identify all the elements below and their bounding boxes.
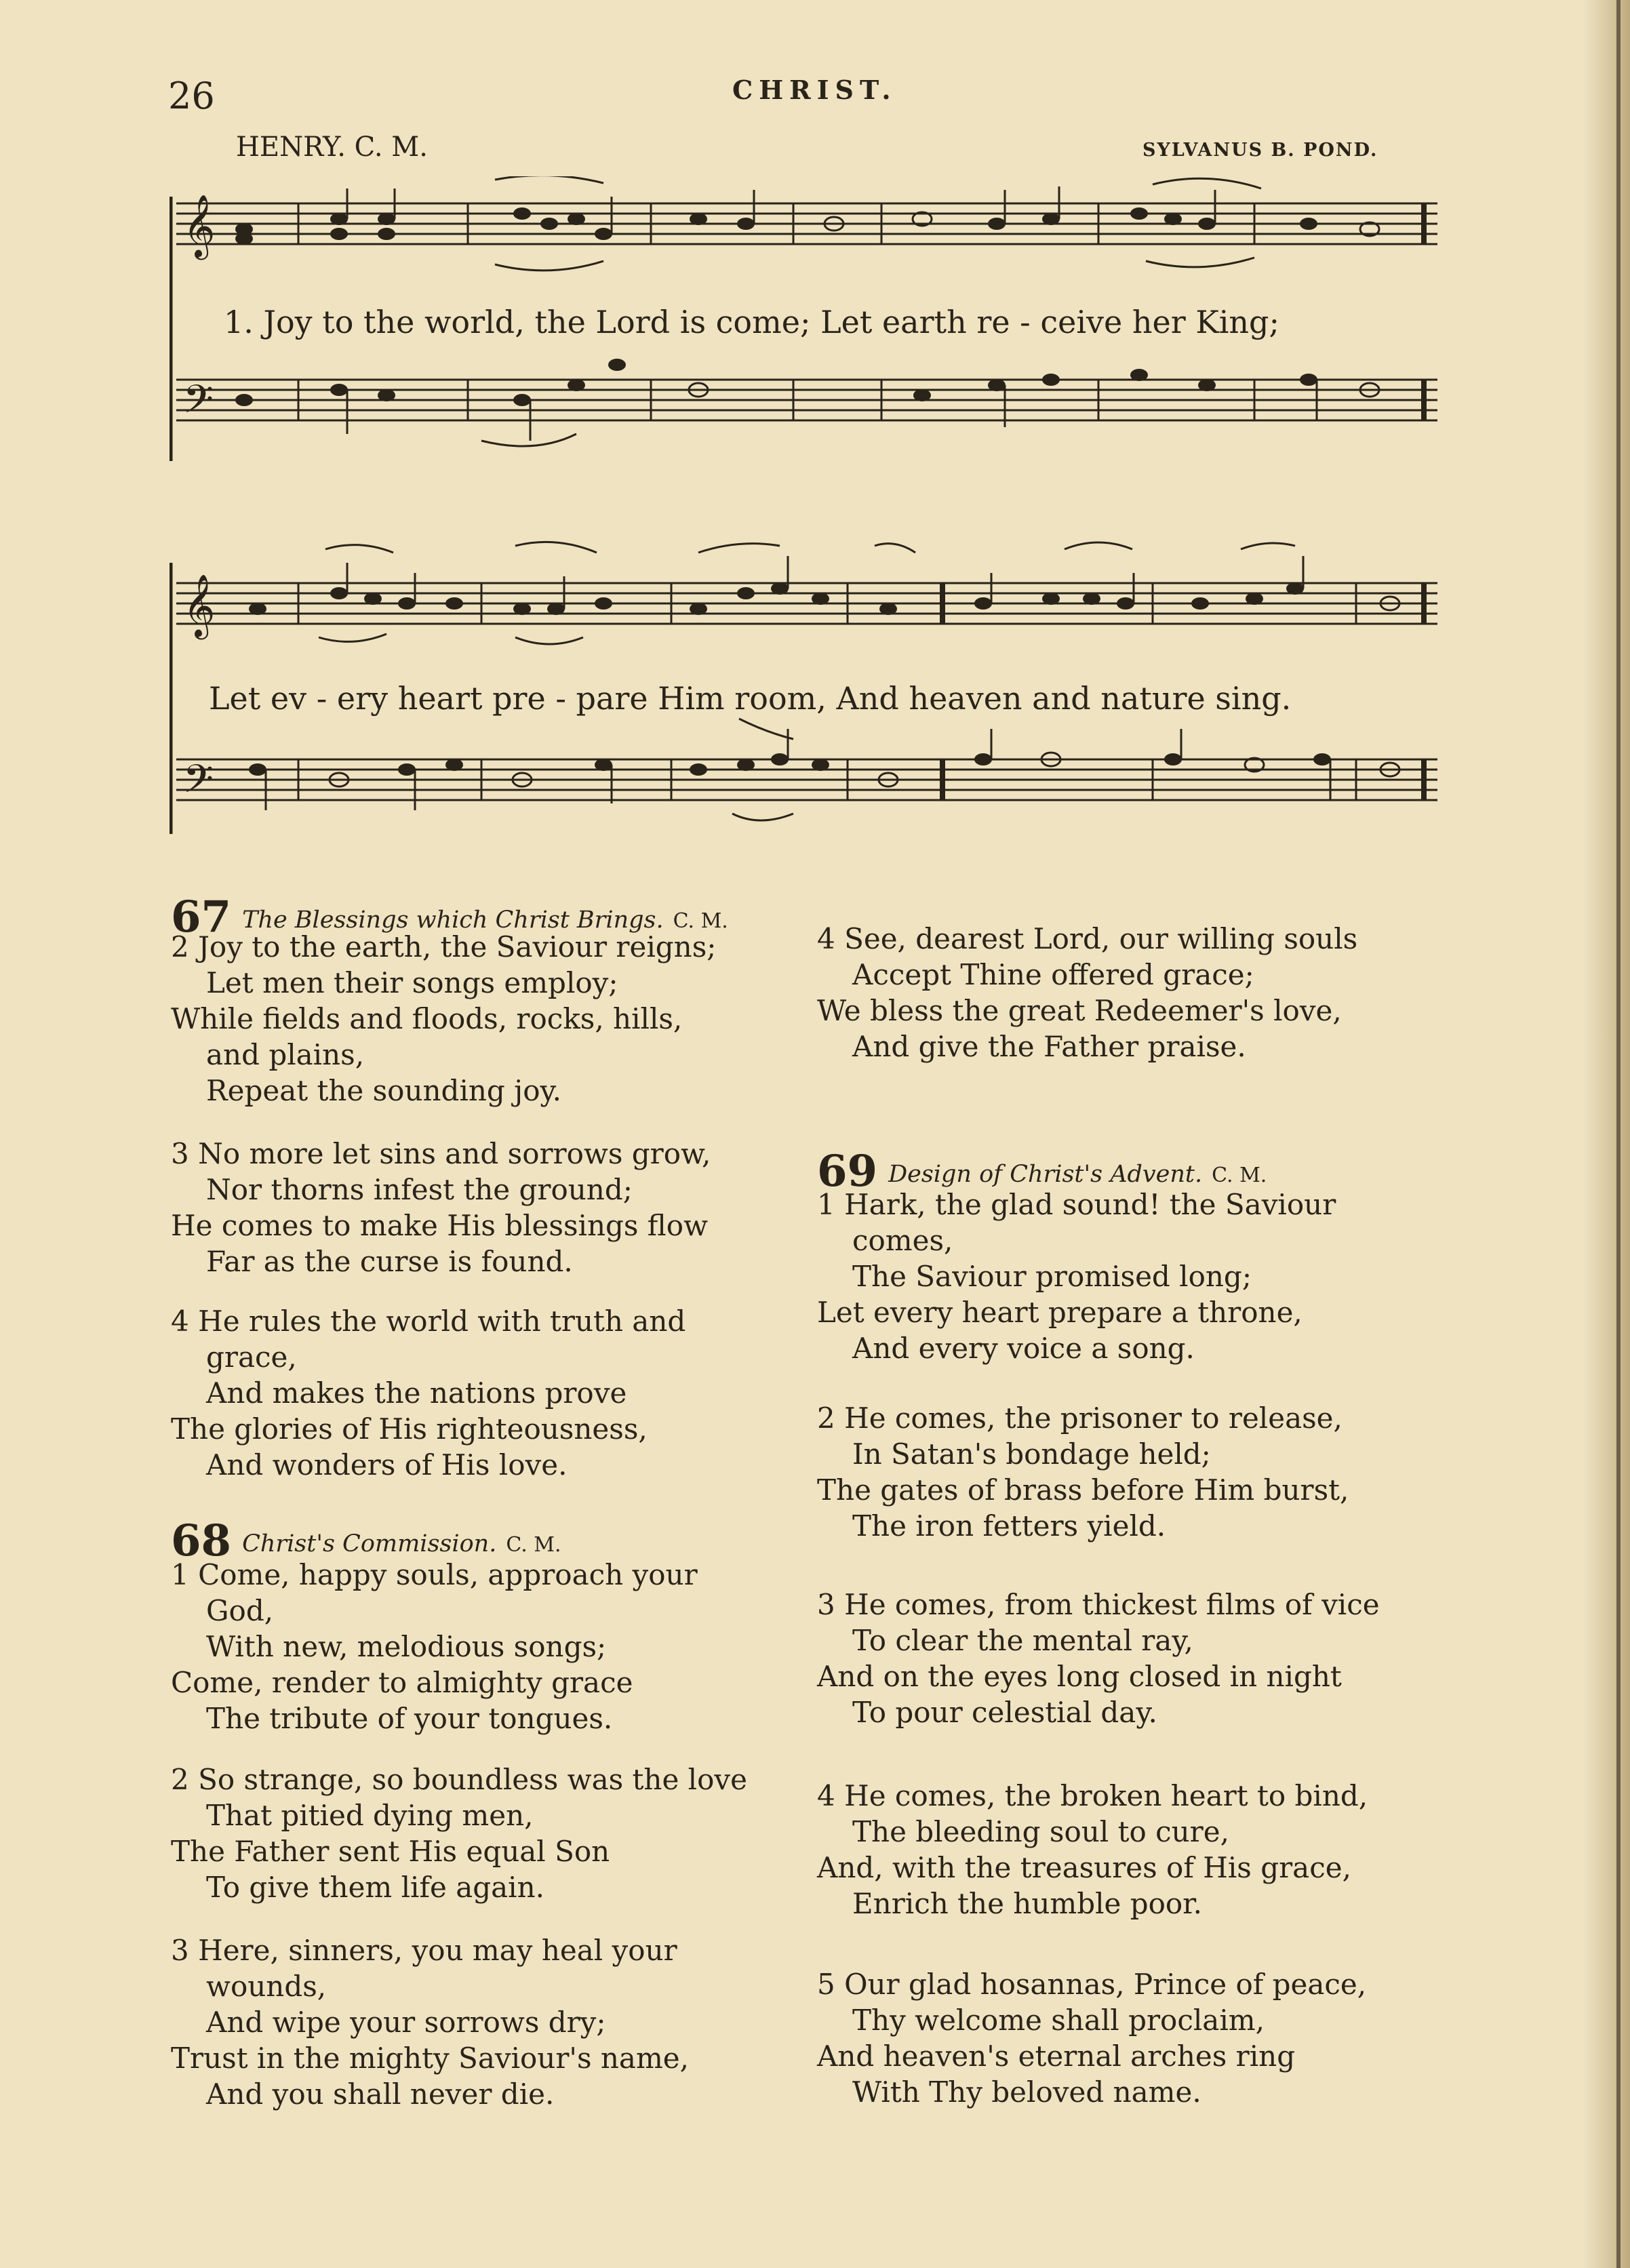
verse-line: While fields and floods, rocks, hills, <box>171 1002 683 1035</box>
svg-text:𝄢: 𝄢 <box>183 376 214 432</box>
hymn-67-verse-3 <box>171 1136 711 1279</box>
verse-line: Far as the curse is found. <box>206 1245 573 1278</box>
verse-line: Repeat the sounding joy. <box>206 1074 561 1107</box>
verse-line: And on the eyes long closed in night <box>817 1660 1342 1693</box>
verse-line: The Saviour promised long; <box>852 1260 1252 1293</box>
hymn-meter: C. M. <box>506 1533 561 1557</box>
hymn-69-verse-4 <box>817 1778 1368 1922</box>
verse-line: The Father sent His equal Son <box>171 1835 610 1868</box>
hymn-number: 69 <box>817 1146 878 1197</box>
verse-line: God, <box>206 1594 274 1627</box>
verse-line: Accept Thine offered grace; <box>852 958 1254 991</box>
verse-line: 3 No more let sins and sorrows grow, <box>171 1137 711 1170</box>
verse-line: And makes the nations prove <box>206 1376 627 1410</box>
verse-line: 1 Hark, the glad sound! the Saviour <box>817 1188 1336 1221</box>
verse-line: And wipe your sorrows dry; <box>206 2006 606 2039</box>
hymn-title: The Blessings which Christ Brings. <box>242 907 664 934</box>
verse-line: comes, <box>852 1224 953 1257</box>
verse-line: 3 Here, sinners, you may heal your <box>171 1934 677 1967</box>
verse-line: 5 Our glad hosannas, Prince of peace, <box>817 1968 1367 2001</box>
verse-line: We bless the great Redeemer's love, <box>817 994 1342 1027</box>
svg-text:𝄞: 𝄞 <box>183 574 216 637</box>
hymn-68-verse-3 <box>171 1932 689 2112</box>
verse-line: 2 Joy to the earth, the Saviour reigns; <box>171 930 717 963</box>
hymn-title: Christ's Commission. <box>242 1530 497 1557</box>
verse-line: Enrich the humble poor. <box>852 1887 1202 1920</box>
verse-line: The bleeding soul to cure, <box>852 1815 1229 1848</box>
verse-line: With new, melodious songs; <box>206 1630 607 1663</box>
verse-line: 3 He comes, from thickest films of vice <box>817 1588 1380 1621</box>
page-edge <box>1616 0 1621 2268</box>
verse-line: wounds, <box>206 1970 327 2003</box>
hymn-meter: C. M. <box>673 909 728 933</box>
hymn-number: 68 <box>171 1515 232 1566</box>
hymn-67-verse-final <box>817 921 1357 1065</box>
hymn-68-verse-2 <box>171 1762 747 1905</box>
verse-line: That pitied dying men, <box>206 1799 534 1832</box>
verse-line: Nor thorns infest the ground; <box>206 1173 633 1206</box>
verse-line: He comes to make His blessings flow <box>171 1209 709 1242</box>
lyrics-line-2: Let ev - ery heart pre - pare Him room, And heaven and nature sing. <box>209 680 1292 717</box>
hymn-69-verse-2 <box>817 1400 1349 1544</box>
hymn-title: Design of Christ's Advent. <box>888 1161 1203 1188</box>
verse-line: and plains, <box>206 1038 365 1071</box>
hymn-69-verse-1 <box>817 1187 1336 1366</box>
verse-line: And every voice a song. <box>852 1332 1195 1365</box>
svg-text:𝄞: 𝄞 <box>183 194 216 257</box>
page-number: 26 <box>168 75 215 117</box>
verse-line: And wonders of His love. <box>206 1448 568 1481</box>
composer-credit: SYLVANUS B. POND. <box>1142 140 1378 161</box>
verse-line: 4 He rules the world with truth and <box>171 1305 686 1338</box>
verse-line: 2 He comes, the prisoner to release, <box>817 1401 1343 1435</box>
verse-line: Thy welcome shall proclaim, <box>852 2004 1265 2037</box>
verse-line: And, with the treasures of His grace, <box>817 1851 1351 1884</box>
page-header <box>0 0 1630 136</box>
verse-line: The glories of His righteousness, <box>171 1412 648 1446</box>
hymn-69-verse-3 <box>817 1587 1380 1730</box>
verse-line: To give them life again. <box>206 1871 545 1904</box>
verse-line: And give the Father praise. <box>852 1030 1246 1063</box>
verse-line: Trust in the mighty Saviour's name, <box>171 2042 689 2075</box>
verse-line: The gates of brass before Him burst, <box>817 1473 1349 1507</box>
lyrics-line-1: 1. Joy to the world, the Lord is come; Let earth re - ceive her King; <box>224 304 1279 340</box>
svg-text:𝄢: 𝄢 <box>183 756 214 812</box>
verse-line: 2 So strange, so boundless was the love <box>171 1763 747 1796</box>
hymn-68-verse-1 <box>171 1557 698 1736</box>
verse-line: The tribute of your tongues. <box>206 1702 613 1735</box>
verse-line: Come, render to almighty grace <box>171 1666 633 1699</box>
tune-name: HENRY. C. M. <box>236 132 428 163</box>
hymn-67-verse-4 <box>171 1303 685 1483</box>
verse-line: 4 See, dearest Lord, our willing souls <box>817 922 1358 955</box>
verse-line: Let every heart prepare a throne, <box>817 1296 1303 1329</box>
verse-line: 1 Come, happy souls, approach your <box>171 1558 698 1591</box>
verse-line: 4 He comes, the broken heart to bind, <box>817 1779 1368 1812</box>
verse-line: In Satan's bondage held; <box>852 1437 1211 1471</box>
verse-line: grace, <box>206 1340 297 1374</box>
verse-line: Let men their songs employ; <box>206 966 618 999</box>
verse-line: The iron fetters yield. <box>852 1509 1166 1543</box>
hymn-69-verse-5 <box>817 1966 1366 2110</box>
verse-line: And you shall never die. <box>206 2077 555 2111</box>
verse-line: To clear the mental ray, <box>852 1624 1193 1657</box>
verse-line: And heaven's eternal arches ring <box>817 2040 1296 2073</box>
hymn-67-verse-2 <box>171 929 716 1109</box>
hymn-number: 67 <box>171 892 232 942</box>
running-title: CHRIST. <box>732 75 897 105</box>
verse-line: To pour celestial day. <box>852 1696 1157 1729</box>
verse-line: With Thy beloved name. <box>852 2075 1201 2109</box>
hymn-meter: C. M. <box>1212 1163 1267 1187</box>
page-shadow <box>1583 0 1630 2268</box>
